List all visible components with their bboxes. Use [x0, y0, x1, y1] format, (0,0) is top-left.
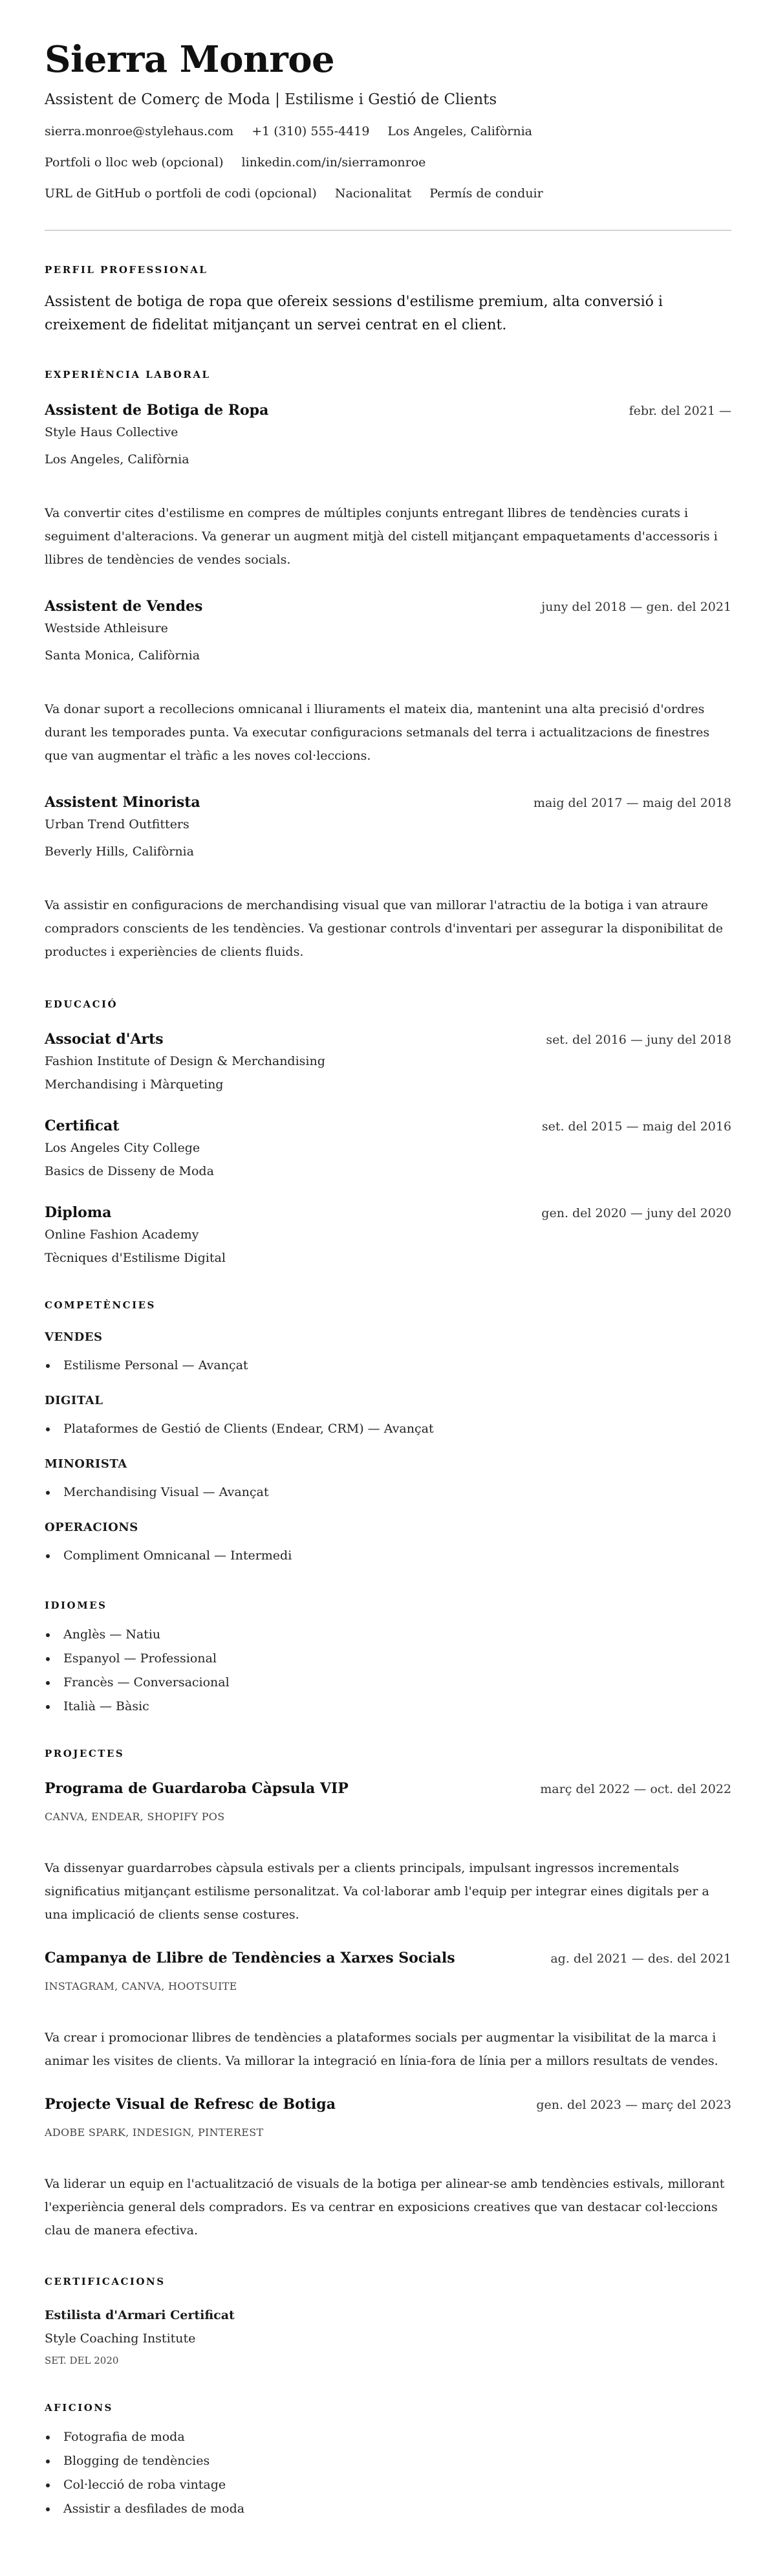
skill-item: Merchandising Visual — Avançat — [45, 1481, 731, 1504]
portfolio-link[interactable]: Portfoli o lloc web (opcional) — [45, 155, 224, 170]
certification-issuer: Style Coaching Institute — [45, 2331, 196, 2346]
contact-row — [45, 153, 731, 171]
contact-row — [45, 184, 731, 203]
job-description: Va convertir cites d'estilisme en compres de múltiples conjunts entregant llibres de tendències curats i seguiment d'alteracions. Va generar un augment mitjà del cistell mitjançant empaquetaments d'accessoris i llibres de tendències de vendes socials. — [45, 506, 718, 567]
languages-list — [45, 1623, 731, 1719]
education-dates: set. del 2015 — maig del 2016 — [541, 1119, 731, 1134]
job-description: Va assistir en configuracions de merchandising visual que van millorar l'atractiu de la botiga i van atraure compradors conscients de les tendències. Va gestionar controls d'inventari per assegurar la disponibilitat de productes i experiències de clients fluids. — [45, 898, 724, 959]
education-entry — [45, 1203, 731, 1270]
project-title: Campanya de Llibre de Tendències a Xarxes Socials — [45, 1950, 455, 1966]
education-header — [45, 1029, 731, 1050]
project-title: Programa de Guardaroba Càpsula VIP — [45, 1780, 349, 1797]
job-location: Beverly Hills, Califòrnia — [45, 844, 194, 859]
skill-group-title: MINORISTA — [45, 1457, 127, 1471]
degree: Associat d'Arts — [45, 1031, 164, 1048]
job-entry — [45, 793, 731, 963]
linkedin-link[interactable]: linkedin.com/in/sierramonroe — [241, 155, 426, 170]
job-entry — [45, 401, 731, 571]
education-entry — [45, 1116, 731, 1183]
project-description: Va crear i promocionar llibres de tendències a plataformes socials per augmentar la visibilitat de la marca i animar les visites de clients. Va millorar la integració en línia-fora de línia per a millors resultats de vendes. — [45, 2031, 718, 2068]
job-title: Assistent Minorista — [45, 794, 200, 811]
project-technologies: CANVA, ENDEAR, SHOPIFY POS — [45, 1811, 225, 1823]
project-entry — [45, 1779, 731, 1926]
skill-group-title: VENDES — [45, 1330, 103, 1344]
project-entry — [45, 1948, 731, 2073]
skill-group-title: DIGITAL — [45, 1394, 103, 1407]
certification-date: SET. DEL 2020 — [45, 2355, 119, 2366]
candidate-headline: Assistent de Comerç de Moda | Estilisme i Gestió de Clients — [45, 91, 497, 108]
job-header — [45, 793, 731, 813]
project-dates: gen. del 2023 — març del 2023 — [536, 2098, 731, 2112]
certification-name: Estilista d'Armari Certificat — [45, 2308, 235, 2322]
field-of-study: Basics de Disseny de Moda — [45, 1164, 214, 1178]
job-company: Westside Athleisure — [45, 621, 168, 635]
project-description: Va liderar un equip en l'actualització de visuals de la botiga per alinear-se amb tendències estivals, millorant l'experiència general dels compradors. Es va centrar en exposicions creatives que van destacar col·leccions clau de manera efectiva. — [45, 2177, 725, 2238]
job-header — [45, 401, 731, 421]
section-heading-certifications: CERTIFICACIONS — [45, 2276, 166, 2287]
header-divider — [45, 230, 731, 231]
section-heading-hobbies: AFICIONS — [45, 2402, 113, 2414]
degree: Diploma — [45, 1204, 112, 1221]
job-company: Style Haus Collective — [45, 425, 178, 439]
email-link[interactable]: sierra.monroe@stylehaus.com — [45, 124, 234, 138]
nationality: Nacionalitat — [334, 186, 412, 201]
hobbies-list — [45, 2425, 731, 2521]
job-title: Assistent de Botiga de Ropa — [45, 402, 269, 419]
education-dates: set. del 2016 — juny del 2018 — [546, 1033, 731, 1047]
job-header — [45, 597, 731, 617]
institution: Los Angeles City College — [45, 1141, 200, 1155]
project-description: Va dissenyar guardarrobes càpsula estivals per a clients principals, impulsant ingressos incrementals significatius mitjançant estilisme personalitzat. Va col·laborar amb l'equip per integrar eines digitals per a una implicació de clients sense costures. — [45, 1861, 709, 1922]
education-header — [45, 1203, 731, 1223]
section-heading-projects: PROJECTES — [45, 1748, 125, 1759]
project-technologies: INSTAGRAM, CANVA, HOOTSUITE — [45, 1980, 237, 1992]
skill-list — [45, 1354, 731, 1378]
hobby-item: Blogging de tendències — [45, 2449, 731, 2473]
driving-license: Permís de conduir — [429, 186, 543, 201]
project-header — [45, 1779, 731, 1799]
section-heading-summary: PERFIL PROFESSIONAL — [45, 264, 208, 276]
job-description: Va donar suport a recollecions omnicanal i lliuraments el mateix dia, mantenint una alta precisió d'ordres durant les temporades punta. Va executar configuracions setmanals del terra i actualitzacions de finestres que van augmentar el tràfic a les noves col·leccions. — [45, 702, 710, 763]
education-dates: gen. del 2020 — juny del 2020 — [541, 1206, 731, 1220]
location: Los Angeles, Califòrnia — [387, 124, 532, 138]
language-item: Italià — Bàsic — [45, 1695, 731, 1719]
section-heading-experience: EXPERIÈNCIA LABORAL — [45, 369, 211, 380]
hobby-item: Assistir a desfilades de moda — [45, 2497, 731, 2521]
language-item: Francès — Conversacional — [45, 1671, 731, 1695]
project-entry — [45, 2095, 731, 2242]
job-dates: febr. del 2021 — — [629, 404, 731, 418]
section-heading-skills: COMPETÈNCIES — [45, 1299, 156, 1311]
project-dates: ag. del 2021 — des. del 2021 — [550, 1952, 731, 1966]
hobby-item: Fotografia de moda — [45, 2425, 731, 2449]
section-heading-languages: IDIOMES — [45, 1600, 107, 1611]
skill-item: Estilisme Personal — Avançat — [45, 1354, 731, 1378]
summary-text: Assistent de botiga de ropa que ofereix sessions d'estilisme premium, alta conversió i creixement de fidelitat mitjançant un servei centrat en el client. — [45, 294, 663, 333]
institution: Fashion Institute of Design & Merchandising — [45, 1054, 325, 1068]
project-header — [45, 1948, 731, 1968]
contact-row — [45, 122, 731, 140]
education-entry — [45, 1029, 731, 1096]
language-item: Anglès — Natiu — [45, 1623, 731, 1647]
field-of-study: Merchandising i Màrqueting — [45, 1077, 224, 1092]
project-dates: març del 2022 — oct. del 2022 — [540, 1782, 731, 1796]
skill-item: Plataformes de Gestió de Clients (Endear, CRM) — Avançat — [45, 1417, 731, 1441]
skill-group-title: OPERACIONS — [45, 1521, 138, 1534]
phone: +1 (310) 555-4419 — [252, 124, 370, 138]
project-header — [45, 2095, 731, 2115]
github-link[interactable]: URL de GitHub o portfoli de codi (opcional) — [45, 186, 317, 201]
job-dates: juny del 2018 — gen. del 2021 — [541, 600, 731, 614]
project-technologies: ADOBE SPARK, INDESIGN, PINTEREST — [45, 2126, 264, 2139]
job-company: Urban Trend Outfitters — [45, 817, 189, 831]
skill-list — [45, 1481, 731, 1504]
skill-item: Compliment Omnicanal — Intermedi — [45, 1544, 731, 1568]
job-entry — [45, 597, 731, 767]
degree: Certificat — [45, 1117, 120, 1134]
skill-list — [45, 1544, 731, 1568]
job-location: Los Angeles, Califòrnia — [45, 452, 189, 467]
field-of-study: Tècniques d'Estilisme Digital — [45, 1251, 226, 1265]
section-heading-education: EDUCACIÓ — [45, 998, 118, 1010]
job-title: Assistent de Vendes — [45, 598, 203, 615]
skill-list — [45, 1417, 731, 1441]
language-item: Espanyol — Professional — [45, 1647, 731, 1671]
candidate-name: Sierra Monroe — [45, 38, 335, 81]
hobby-item: Col·lecció de roba vintage — [45, 2473, 731, 2497]
institution: Online Fashion Academy — [45, 1227, 199, 1242]
project-title: Projecte Visual de Refresc de Botiga — [45, 2096, 336, 2113]
job-dates: maig del 2017 — maig del 2018 — [533, 796, 731, 810]
education-header — [45, 1116, 731, 1136]
job-location: Santa Monica, Califòrnia — [45, 648, 200, 663]
